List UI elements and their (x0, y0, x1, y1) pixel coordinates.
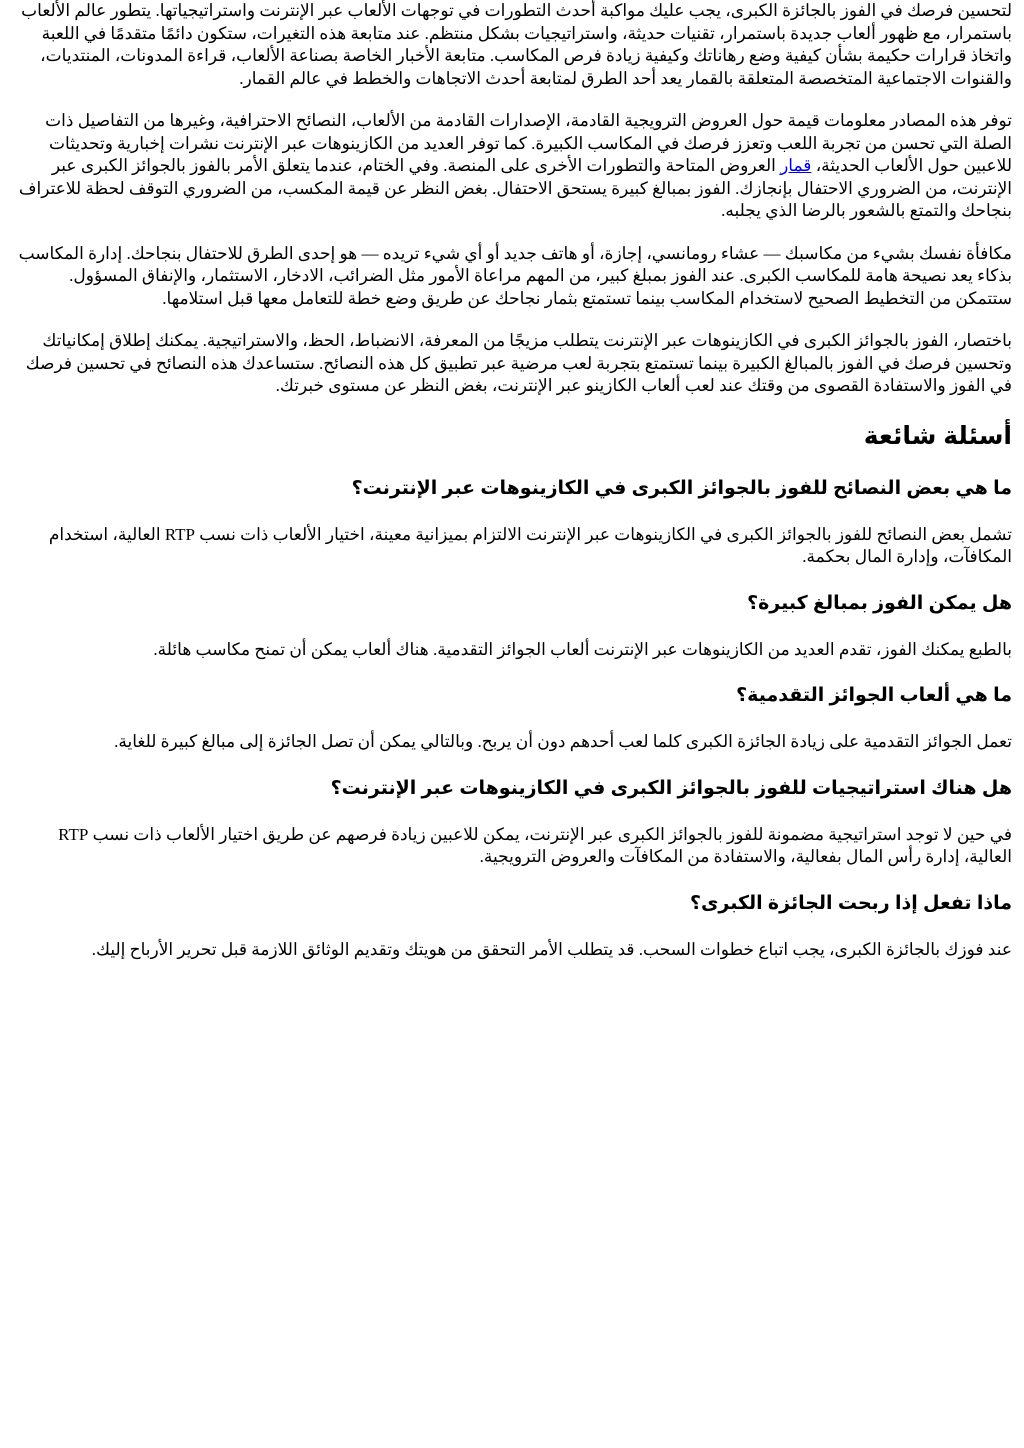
faq-heading: أسئلة شائعة (863, 421, 1012, 450)
faq-question-2: هل يمكن الفوز بمبالغ كبيرة؟ (747, 592, 1012, 614)
faq-answer-5: عند فوزك بالجائزة الكبرى، يجب اتباع خطوات السحب. قد يتطلب الأمر التحقق من هويتك وتقديم الوثائق اللازمة قبل تحرير الأرباح إليك. (91, 939, 1012, 959)
article-paragraph-3: مكافأة نفسك بشيء من مكاسبك — عشاء رومانسي، إجازة، أو هاتف جديد أو أي شيء تريده — هو إحدى الطرق للاحتفال بنجاحك. إدارة المكاسب بذكاء يعد نصيحة هامة للمكاسب الكبرى. عند الفوز بمبلغ كبير، من المهم مراعاة الأمور مثل الضرائب، الادخار، الاستثمار، والإنفاق المسؤول. ستتمكن من التخطيط الصحيح لاستخدام المكاسب بينما تستمتع بثمار نجاحك عن طريق وضع خطة للتعامل معها قبل استلامها. (18, 243, 1012, 308)
paragraph-2-text-start: توفر هذه المصادر معلومات قيمة حول العروض الترويجية القادمة، الإصدارات القادمة من الألعاب، النصائح الاحترافية، وغيرها من التفاصيل ذات الصلة التي تحسن من تجربة اللعب وتعزز فرصك في المكاسب الكبيرة. كما توفر العديد من الكازينوهات عبر الإنترنت نشرات إخبارية وتحديثات للاعبين حول الألعاب الحديثة، (45, 111, 1012, 175)
faq-question-4: هل هناك استراتيجيات للفوز بالجوائز الكبرى في الكازينوهات عبر الإنترنت؟ (330, 777, 1012, 799)
gambling-link[interactable]: قمار (780, 156, 812, 175)
article-paragraph-1: لتحسين فرصك في الفوز بالجائزة الكبرى، يجب عليك مواكبة أحدث التطورات في توجهات الألعاب عبر الإنترنت واستراتيجياتها. يتطور عالم الألعاب باستمرار، مع ظهور ألعاب جديدة باستمرار، تقنيات حديثة، واستراتيجيات بشكل منتظم. عند متابعة هذه التغيرات، ستكون دائمًا متقدمًا في اللعبة واتخاذ قرارات حكيمة بشأن كيفية وضع رهاناتك وكيفية زيادة فرص المكاسب. متابعة الأخبار الخاصة بصناعة الألعاب، قراءة المدونات، المنتديات، والقنوات الاجتماعية المتخصصة المتعلقة بالقمار يعد أحد الطرق لمتابعة أحدث الاتجاهات والخطط في عالم القمار. (21, 1, 1012, 88)
article-paragraph-2 (10, 110, 1012, 223)
paragraph-2-text-end: العروض المتاحة والتطورات الأخرى على المنصة. وفي الختام، عندما يتعلق الأمر بالفوز بالجوائز الكبرى عبر الإنترنت، من الضروري الاحتفال بإنجازك. الفوز بمبالغ كبيرة يستحق الاحتفال. بغض النظر عن قيمة المكسب، من الضروري التوقف لحظة للاعتراف بنجاحك والتمتع بالشعور بالرضا الذي يجلبه. (18, 156, 1012, 220)
faq-question-1: ما هي بعض النصائح للفوز بالجوائز الكبرى في الكازينوهات عبر الإنترنت؟ (351, 477, 1012, 499)
faq-answer-2: بالطبع يمكنك الفوز، تقدم العديد من الكازينوهات عبر الإنترنت ألعاب الجوائز التقدمية. هناك ألعاب يمكن أن تمنح مكاسب هائلة. (153, 639, 1012, 659)
article-paragraph-4: باختصار، الفوز بالجوائز الكبرى في الكازينوهات عبر الإنترنت يتطلب مزيجًا من المعرفة، الانضباط، الحظ، والاستراتيجية. يمكنك إطلاق إمكانياتك وتحسين فرصك في الفوز بالمبالغ الكبيرة بينما تستمتع بتجربة لعب مرضية عبر تطبيق كل هذه النصائح. ستساعدك هذه النصائح في تحسين فرصك في الفوز والاستفادة القصوى من وقتك عند لعب ألعاب الكازينو عبر الإنترنت، بغض النظر عن مستوى خبرتك. (25, 331, 1012, 395)
faq-question-5: ماذا تفعل إذا ربحت الجائزة الكبرى؟ (689, 892, 1012, 914)
faq-answer-1: تشمل بعض النصائح للفوز بالجوائز الكبرى في الكازينوهات عبر الإنترنت الالتزام بميزانية معينة، اختيار الألعاب ذات نسب RTP العالية، استخدام المكافآت، وإدارة المال بحكمة. (48, 524, 1012, 566)
faq-answer-3: تعمل الجوائز التقدمية على زيادة الجائزة الكبرى كلما لعب أحدهم دون أن يربح. وبالتالي يمكن أن تصل الجائزة إلى مبالغ كبيرة للغاية. (114, 732, 1012, 751)
faq-question-3: ما هي ألعاب الجوائز التقدمية؟ (736, 685, 1012, 706)
faq-answer-4: في حين لا توجد استراتيجية مضمونة للفوز بالجوائز الكبرى عبر الإنترنت، يمكن للاعبين زيادة فرصهم عن طريق اختيار الألعاب ذات نسب RTP العالية، إدارة رأس المال بفعالية، والاستفادة من المكافآت والعروض الترويجية. (58, 824, 1012, 866)
